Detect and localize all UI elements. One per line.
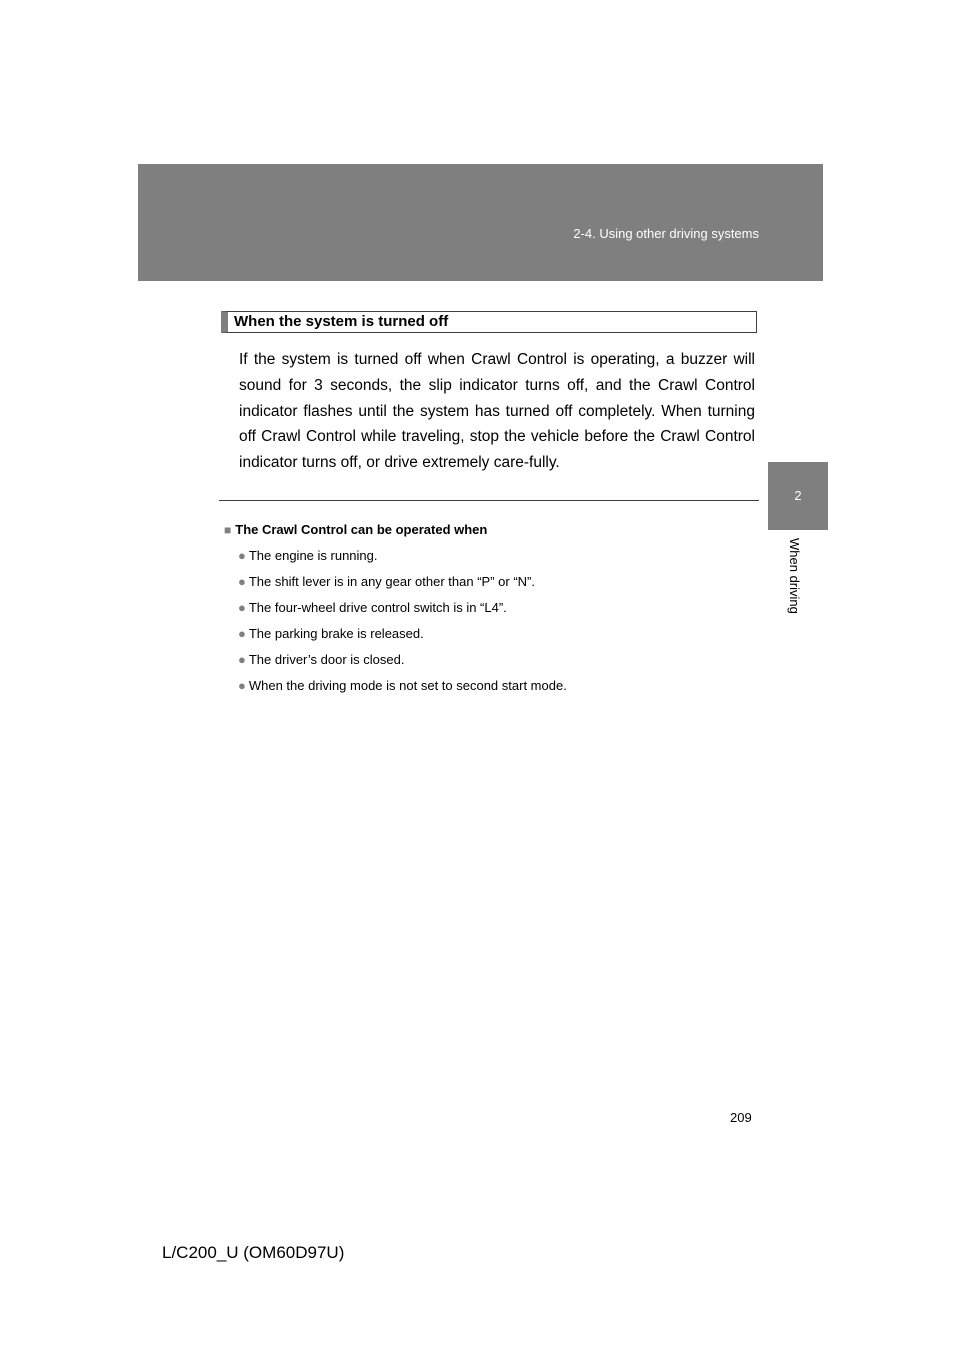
list-item: ● The parking brake is released. (238, 626, 424, 641)
list-item: ● When the driving mode is not set to second start mode. (238, 678, 567, 693)
header-band (138, 164, 823, 281)
square-bullet-icon: ■ (224, 523, 232, 537)
list-item: ● The engine is running. (238, 548, 378, 563)
bullet-icon: ● (238, 626, 246, 641)
list-item: ● The four-wheel drive control switch is in “L4”. (238, 600, 507, 615)
bullet-icon: ● (238, 574, 246, 589)
section-title: 2-4. Using other driving systems (573, 226, 759, 241)
page-number: 209 (730, 1110, 752, 1125)
note-heading-text: The Crawl Control can be operated when (235, 522, 488, 537)
bullet-icon: ● (238, 548, 246, 563)
bullet-icon: ● (238, 678, 246, 693)
box-heading: When the system is turned off (221, 311, 757, 333)
chapter-label: When driving (787, 538, 802, 614)
chapter-tab (768, 462, 828, 530)
divider (219, 500, 759, 501)
bullet-icon: ● (238, 652, 246, 667)
document-code: L/C200_U (OM60D97U) (162, 1243, 345, 1262)
chapter-number: 2 (794, 488, 802, 503)
list-item: ● The shift lever is in any gear other than “P” or “N”. (238, 574, 535, 589)
note-heading (224, 522, 487, 537)
condition-list (238, 548, 758, 704)
bullet-icon: ● (238, 600, 246, 615)
box-paragraph: If the system is turned off when Crawl Control is operating, a buzzer will sound for 3 seconds, the slip indicator turns off, and the Crawl Control indicator flashes until the system has turned off completely. When turning off Crawl Control while traveling, stop the vehicle before the Crawl Control indicator turns off, or drive extremely care-fully. (239, 351, 755, 472)
list-item: ● The driver’s door is closed. (238, 652, 405, 667)
